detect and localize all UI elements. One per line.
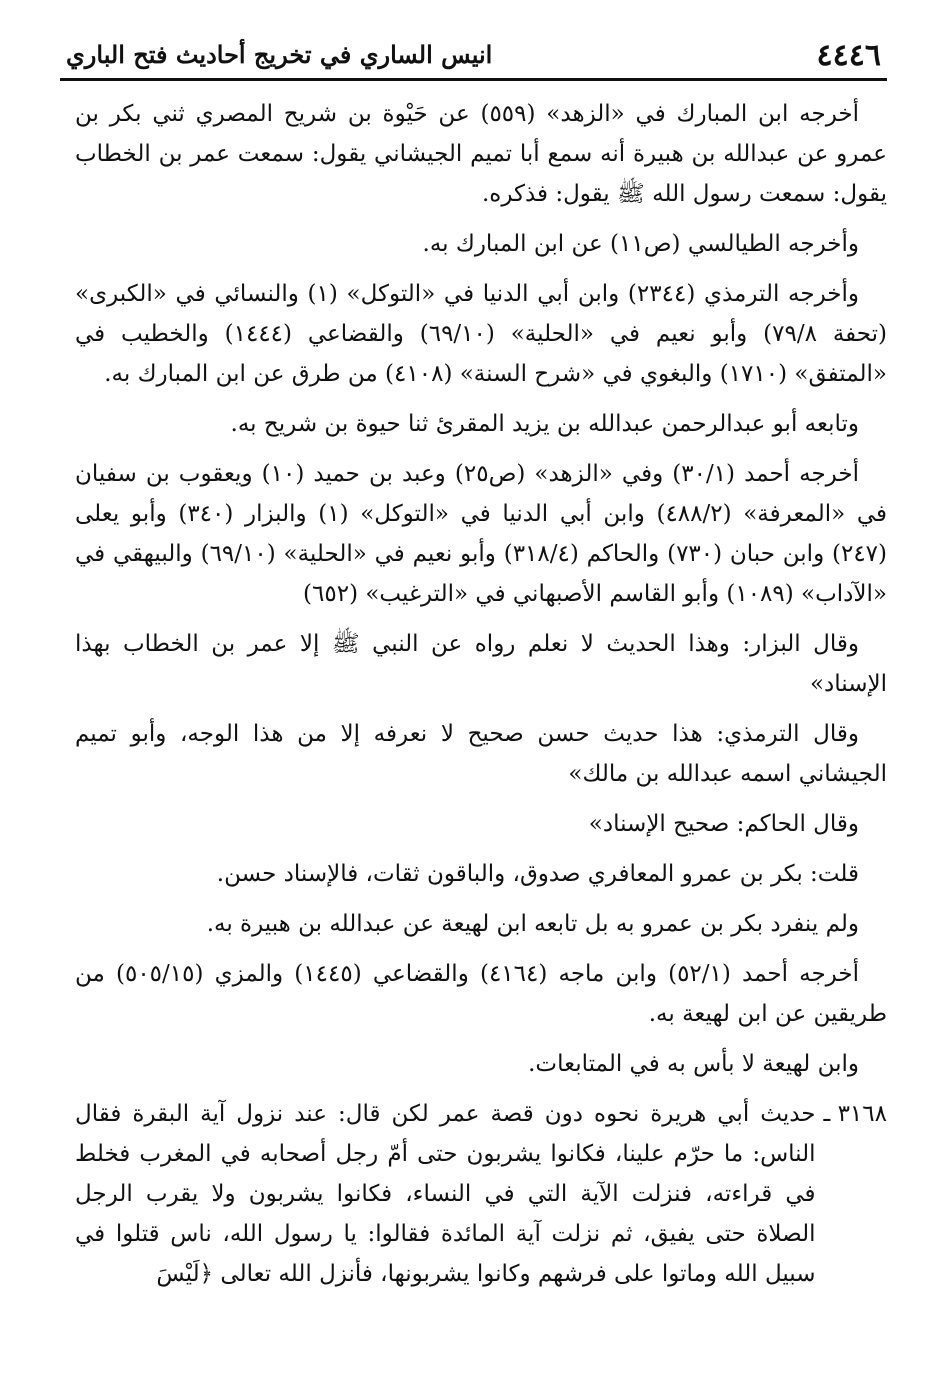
hadith-entry (75, 1094, 887, 1294)
entry-text: حديث أبي هريرة نحوه دون قصة عمر لكن قال: عند نزول آية البقرة فقال الناس: ما حرّم علينا، فكانوا يشربون حتى أمّ رجل أصحابه في المغرب فخلط في قراءته، فنزلت الآية التي في النساء، فكانوا يشربون ولا يقرب الرجل الصلاة حتى يفيق، ثم نزلت آية المائدة فقالوا: يا رسول الله، ناس قتلوا في سبيل الله وماتوا على فرشهم وكانوا يشربونها، فأنزل الله تعالى ﴿لَيْسَ (75, 1101, 816, 1287)
page-body (75, 94, 887, 1294)
page-header (60, 28, 887, 81)
entry-number: ٣١٦٨ ـ (823, 1101, 887, 1127)
paragraph: ولم ينفرد بكر بن عمرو به بل تابعه ابن لهيعة عن عبدالله بن هبيرة به. (206, 911, 859, 937)
paragraph: أخرجه أحمد (٣٠/١) وفي «الزهد» (ص٢٥) وعبد بن حميد (١٠) ويعقوب بن سفيان في «المعرفة» (٤٨٨/٢) وابن أبي الدنيا في «التوكل» (١) والبزار (٣٤٠) وأبو يعلى (٢٤٧) وابن حبان (٧٣٠) والحاكم (٣١٨/٤) وأبو نعيم في «الحلية» (٦٩/١٠) والبيهقي في «الآداب» (١٠٨٩) وأبو القاسم الأصبهاني في «الترغيب» (٦٥٢) (75, 461, 888, 607)
paragraph: وأخرجه الترمذي (٢٣٤٤) وابن أبي الدنيا في «التوكل» (١) والنسائي في «الكبرى» (تحفة ٧٩/٨) وأبو نعيم في «الحلية» (٦٩/١٠) والقضاعي (١٤٤٤) والخطيب في «المتفق» (١٧١٠) والبغوي في «شرح السنة» (٤١٠٨) من طرق عن ابن المبارك به. (75, 281, 888, 387)
paragraph: وقال الترمذي: هذا حديث حسن صحيح لا نعرفه إلا من هذا الوجه، وأبو تميم الجيشاني اسمه عبدالله بن مالك» (75, 721, 887, 787)
paragraph: وابن لهيعة لا بأس به في المتابعات. (528, 1051, 859, 1077)
paragraph: قلت: بكر بن عمرو المعافري صدوق، والباقون ثقات، فالإسناد حسن. (216, 861, 859, 887)
page-number: ٤٤٤٦ (816, 38, 881, 73)
paragraph: وقال الحاكم: صحيح الإسناد» (588, 811, 859, 837)
paragraph: وقال البزار: وهذا الحديث لا نعلم رواه عن النبي ﷺ إلا عمر بن الخطاب بهذا الإسناد» (75, 631, 887, 697)
paragraph: وأخرجه الطيالسي (ص١١) عن ابن المبارك به. (422, 231, 859, 257)
paragraph: أخرجه ابن المبارك في «الزهد» (٥٥٩) عن حَيْوة بن شريح المصري ثني بكر بن عمرو عن عبدالله بن هبيرة أنه سمع أبا تميم الجيشاني يقول: سمعت عمر بن الخطاب يقول: سمعت رسول الله ﷺ يقول: فذكره. (75, 101, 887, 207)
paragraph: وتابعه أبو عبدالرحمن عبدالله بن يزيد المقرئ ثنا حيوة بن شريح به. (230, 411, 859, 437)
paragraph: أخرجه أحمد (٥٢/١) وابن ماجه (٤١٦٤) والقضاعي (١٤٤٥) والمزي (٥٠٥/١٥) من طريقين عن ابن لهيعة به. (75, 961, 887, 1027)
running-title: انيس الساري في تخريج أحاديث فتح الباري (66, 40, 493, 69)
